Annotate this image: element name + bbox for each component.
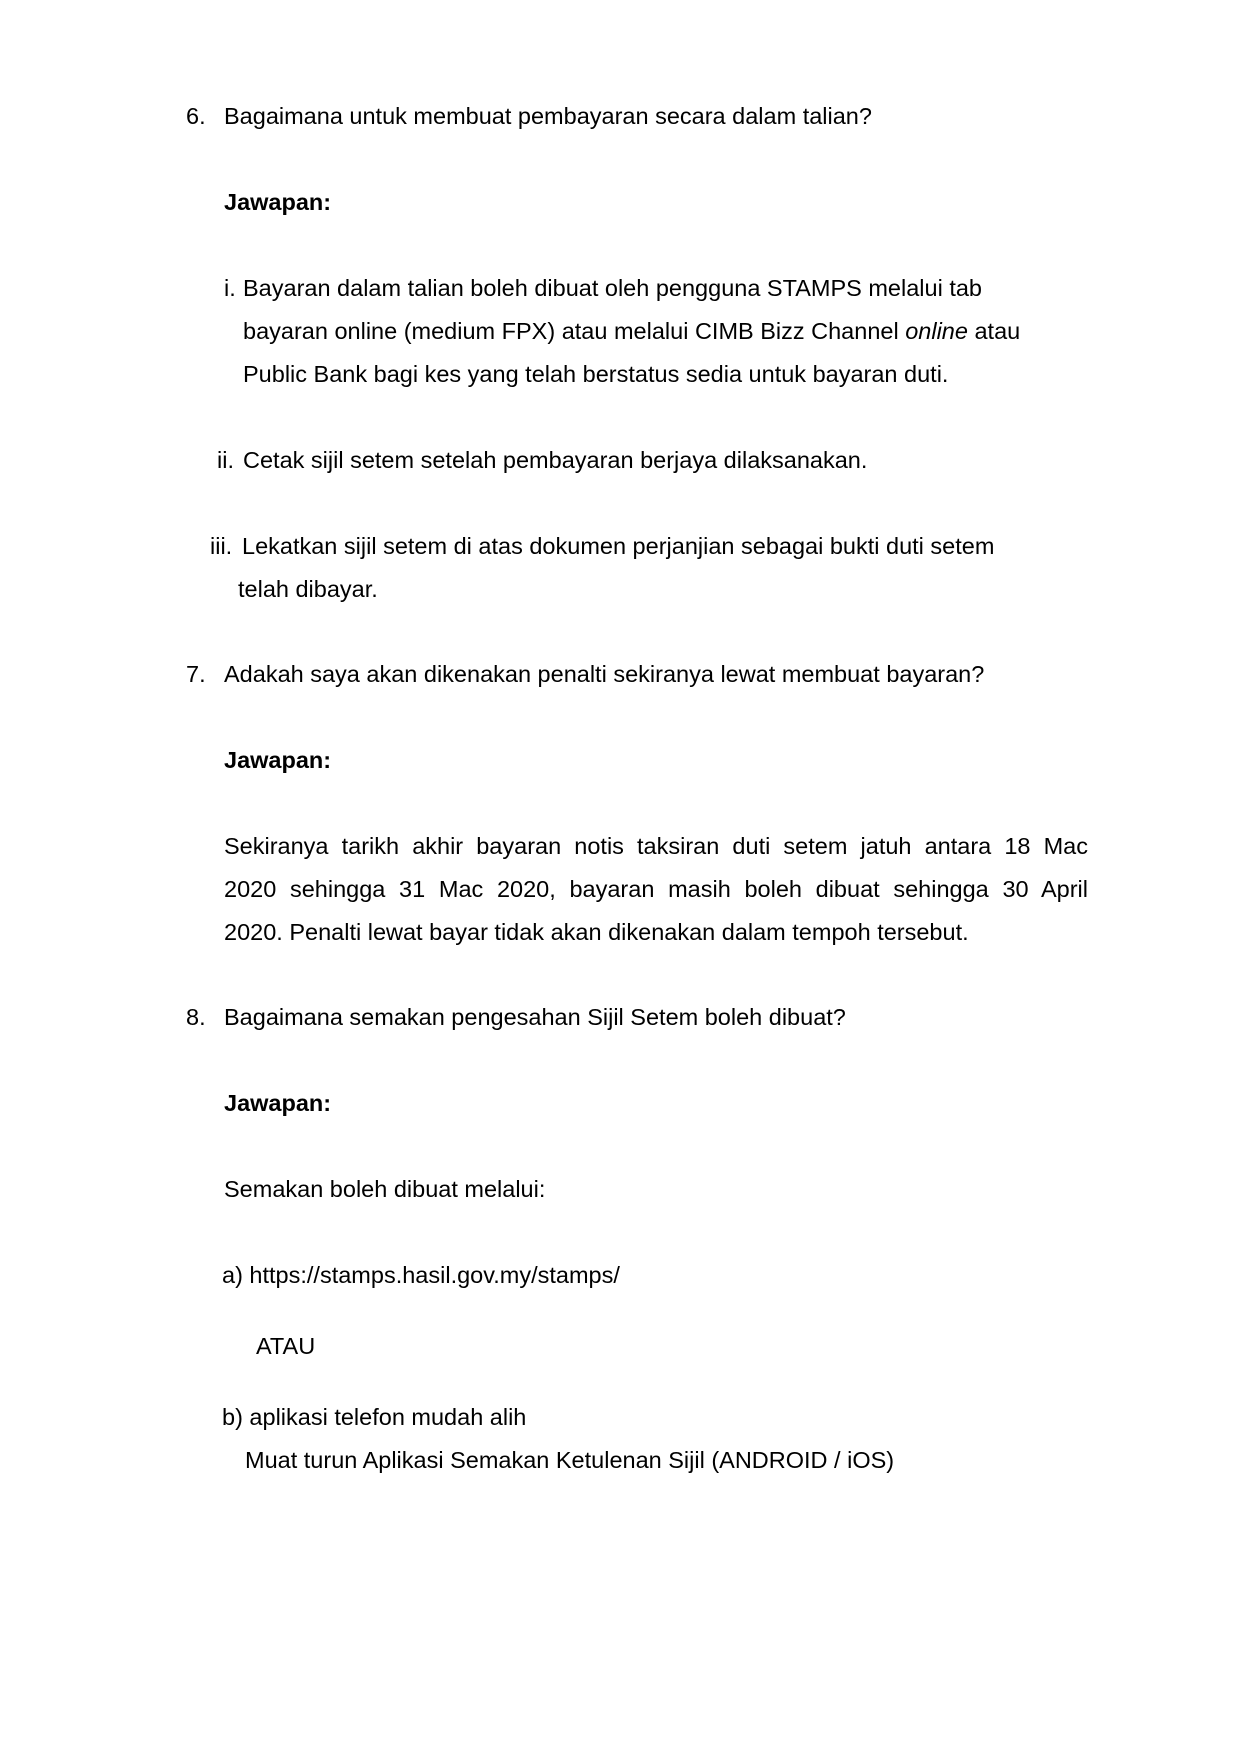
question-number: 8. <box>186 1004 206 1030</box>
question-text: Adakah saya akan dikenakan penalti sekiranya lewat membuat bayaran? <box>224 661 985 687</box>
list-item-line: Lekatkan sijil setem di atas dokumen perjanjian sebagai bukti duti setem <box>242 533 995 559</box>
list-item-line: telah dibayar. <box>238 576 378 602</box>
italic-term: online <box>905 318 968 344</box>
answer-label: Jawapan: <box>224 189 332 215</box>
question-number: 7. <box>186 661 206 687</box>
list-marker: i. <box>224 275 236 301</box>
question-number: 6. <box>186 103 206 129</box>
option-b: b) aplikasi telefon mudah alih <box>222 1404 527 1430</box>
list-marker: ii. <box>217 447 234 473</box>
list-item-line: Bayaran dalam talian boleh dibuat oleh pengguna STAMPS melalui tab <box>243 275 982 301</box>
paragraph-line: 2020 sehingga 31 Mac 2020, bayaran masih boleh dibuat sehingga 30 April <box>224 876 1088 902</box>
paragraph-line: Sekiranya tarikh akhir bayaran notis taksiran duti setem jatuh antara 18 Mac <box>224 833 1088 859</box>
option-b-detail: Muat turun Aplikasi Semakan Ketulenan Sijil (ANDROID / iOS) <box>245 1447 895 1473</box>
answer-label: Jawapan: <box>224 747 332 773</box>
separator-text: ATAU <box>256 1333 316 1359</box>
list-item-line: Public Bank bagi kes yang telah berstatus sedia untuk bayaran duti. <box>243 361 949 387</box>
answer-label: Jawapan: <box>224 1090 332 1116</box>
option-a-link[interactable]: a) https://stamps.hasil.gov.my/stamps/ <box>222 1262 620 1288</box>
paragraph-line: 2020. Penalti lewat bayar tidak akan dikenakan dalam tempoh tersebut. <box>224 919 969 945</box>
list-item-line: Cetak sijil setem setelah pembayaran berjaya dilaksanakan. <box>243 447 868 473</box>
answer-intro: Semakan boleh dibuat melalui: <box>224 1176 546 1202</box>
question-text: Bagaimana untuk membuat pembayaran secara dalam talian? <box>224 103 872 129</box>
list-item-text: bayaran online (medium FPX) atau melalui CIMB Bizz Channel <box>243 318 899 344</box>
list-item-text: atau <box>974 318 1021 344</box>
list-marker: iii. <box>210 533 233 559</box>
question-text: Bagaimana semakan pengesahan Sijil Setem boleh dibuat? <box>224 1004 846 1030</box>
list-item-line <box>243 317 1020 345</box>
